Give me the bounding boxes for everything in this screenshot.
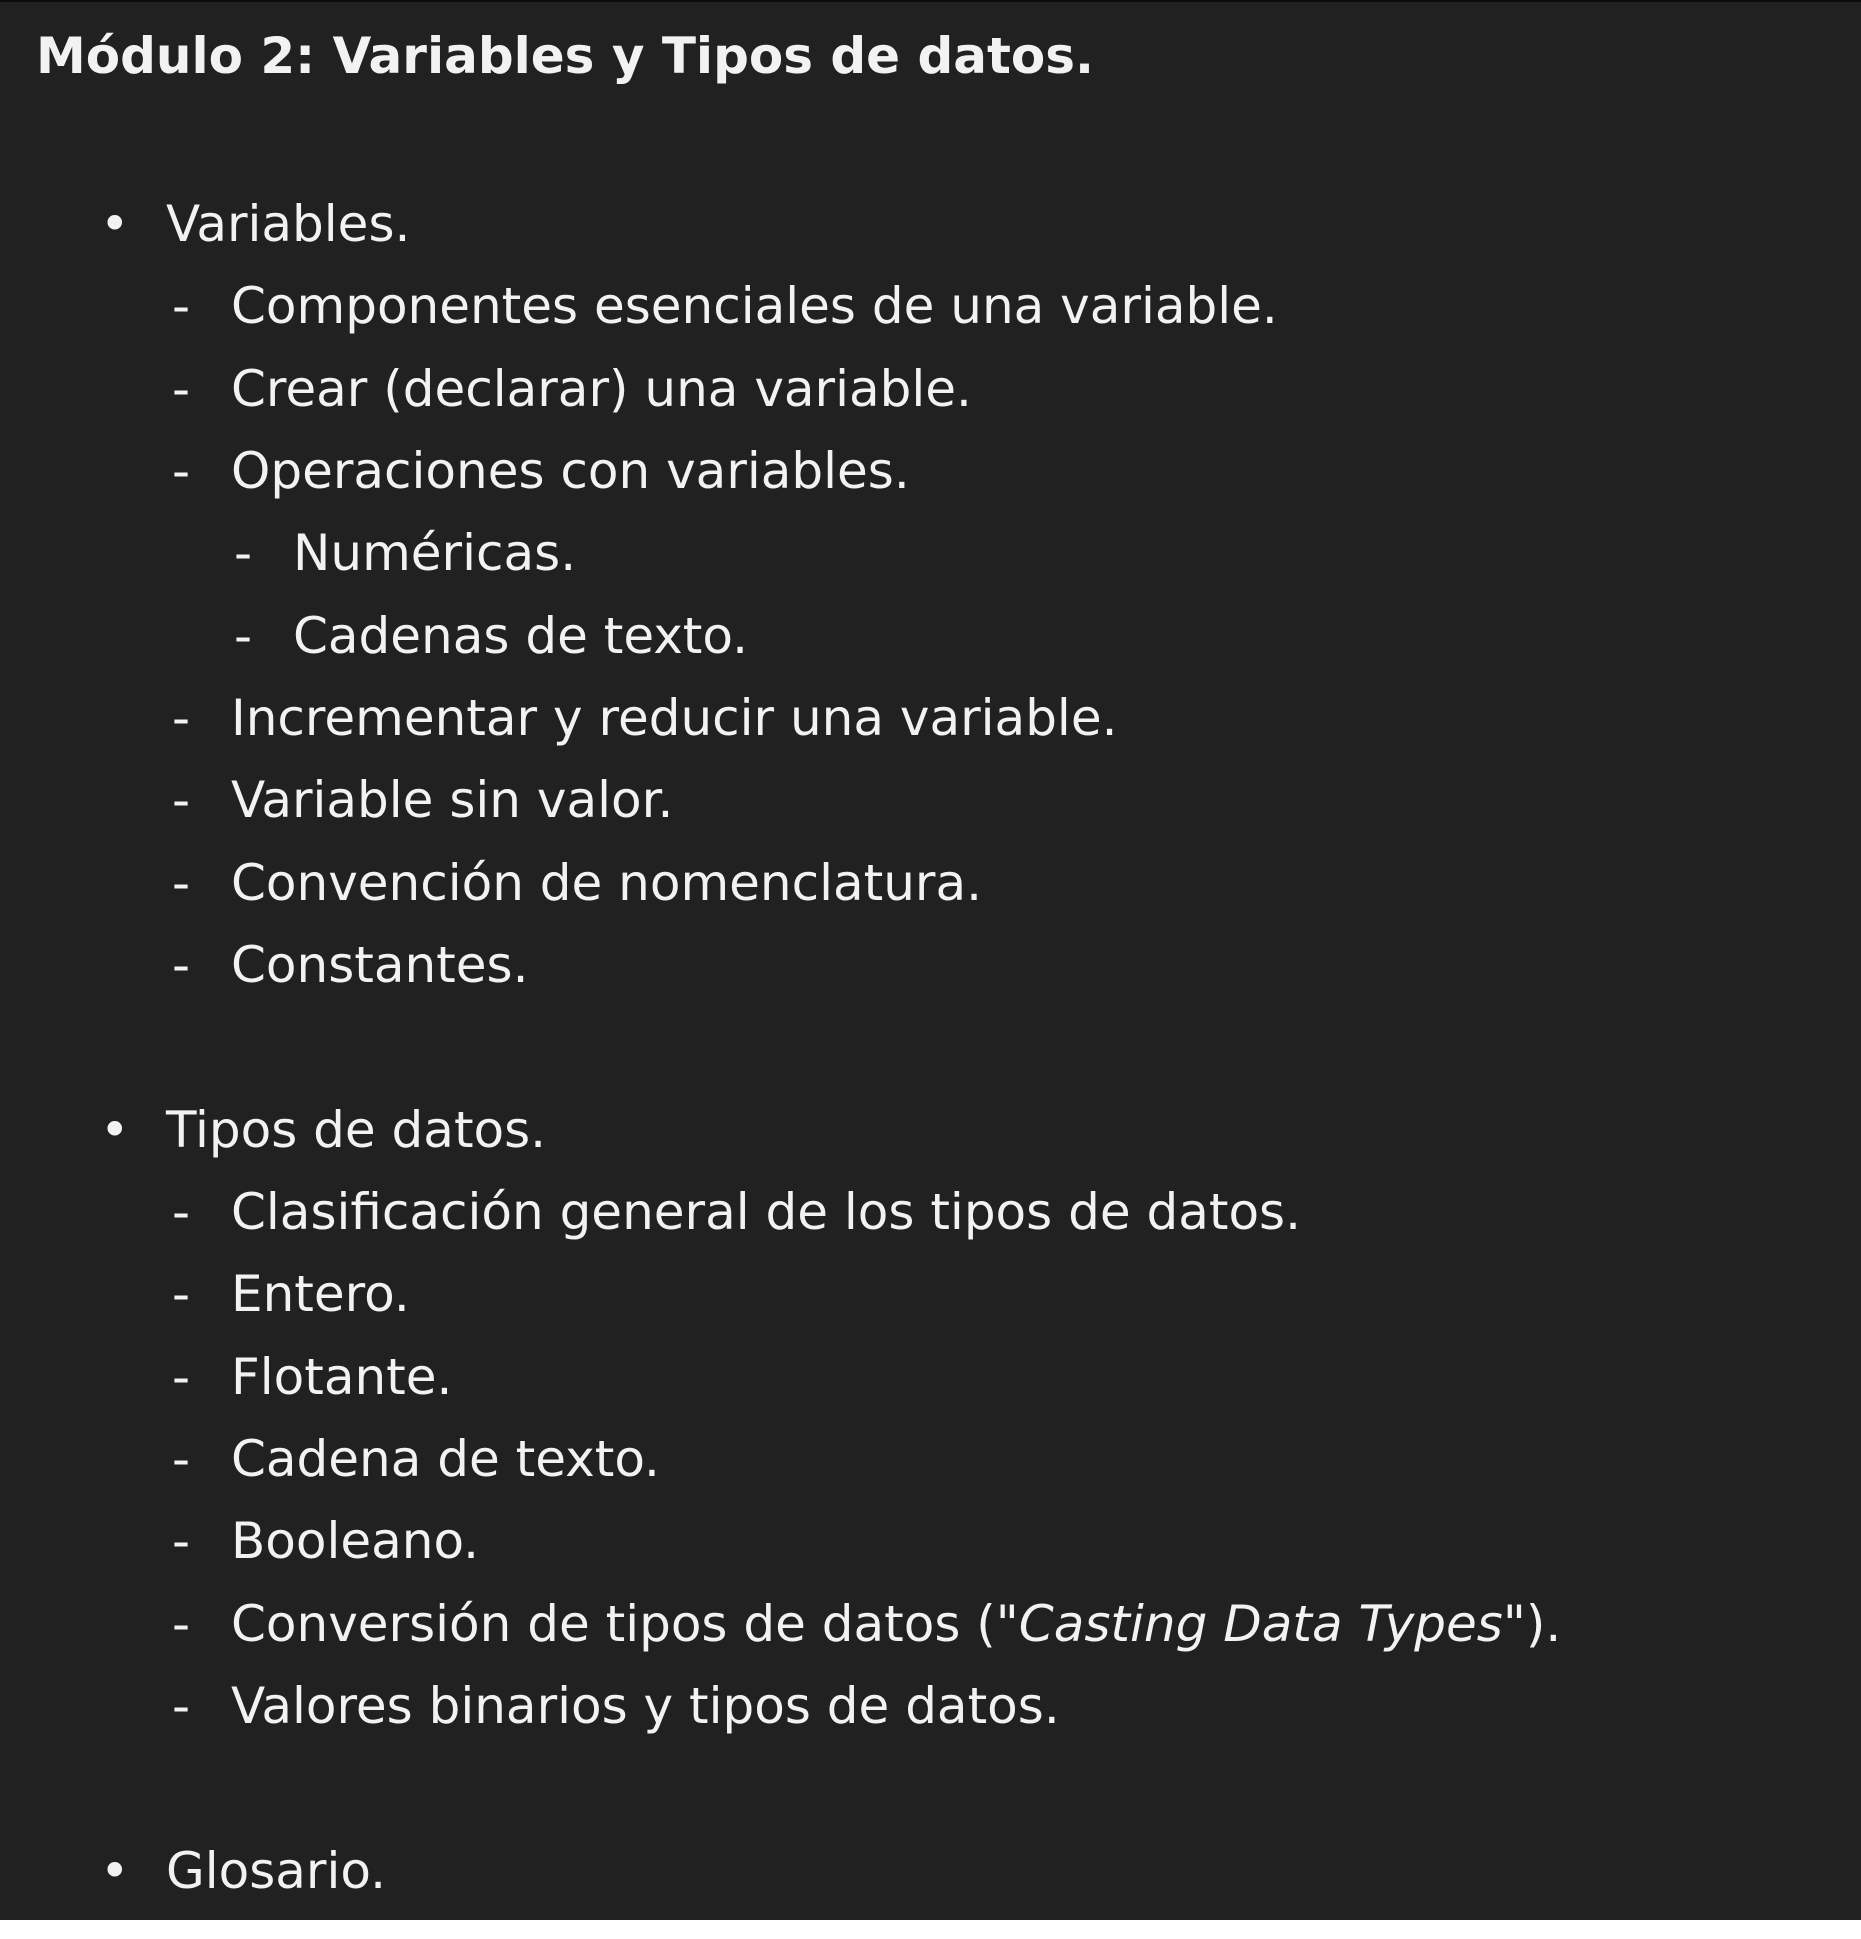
dash-marker: - — [172, 1677, 191, 1735]
list-item: Incrementar y reducir una variable. — [231, 689, 1118, 747]
list-item: Booleano. — [231, 1512, 480, 1570]
bullet-glosario: • — [100, 1842, 130, 1900]
section-heading-tipos-de-datos: Tipos de datos. — [166, 1101, 547, 1159]
dash-marker: - — [172, 1512, 191, 1570]
section-heading-variables: Variables. — [166, 195, 411, 253]
casting-emphasis: Casting Data Types — [1018, 1595, 1503, 1653]
dash-marker: - — [172, 277, 191, 335]
dash-marker: - — [234, 607, 253, 665]
list-item: Entero. — [231, 1265, 410, 1323]
casting-text-before: Conversión de tipos de datos (" — [231, 1595, 1019, 1653]
list-item: Constantes. — [231, 936, 529, 994]
page-title: Módulo 2: Variables y Tipos de datos. — [36, 27, 1095, 85]
list-item-casting — [231, 1588, 1561, 1660]
list-item: Crear (declarar) una variable. — [231, 360, 972, 418]
sub-list-item: Numéricas. — [293, 524, 577, 582]
dash-marker: - — [172, 771, 191, 829]
list-item: Convención de nomenclatura. — [231, 854, 983, 912]
dash-marker: - — [172, 1348, 191, 1406]
sub-list-item: Cadenas de texto. — [293, 607, 749, 665]
section-heading-glosario: Glosario. — [166, 1842, 386, 1900]
list-item: Clasificación general de los tipos de datos. — [231, 1183, 1301, 1241]
list-item: Operaciones con variables. — [231, 442, 910, 500]
bullet-variables: • — [100, 195, 130, 253]
bullet-tipos-de-datos: • — [100, 1101, 130, 1159]
dash-marker: - — [172, 1430, 191, 1488]
dash-marker: - — [172, 1595, 191, 1653]
list-item: Cadena de texto. — [231, 1430, 660, 1488]
dash-marker: - — [172, 1183, 191, 1241]
casting-text-after: "). — [1502, 1595, 1562, 1653]
dash-marker: - — [234, 524, 253, 582]
dash-marker: - — [172, 854, 191, 912]
list-item: Valores binarios y tipos de datos. — [231, 1677, 1060, 1735]
list-item: Flotante. — [231, 1348, 453, 1406]
dash-marker: - — [172, 442, 191, 500]
list-item: Componentes esenciales de una variable. — [231, 277, 1278, 335]
dash-marker: - — [172, 360, 191, 418]
dash-marker: - — [172, 936, 191, 994]
list-item: Variable sin valor. — [231, 771, 674, 829]
dash-marker: - — [172, 1265, 191, 1323]
dash-marker: - — [172, 689, 191, 747]
